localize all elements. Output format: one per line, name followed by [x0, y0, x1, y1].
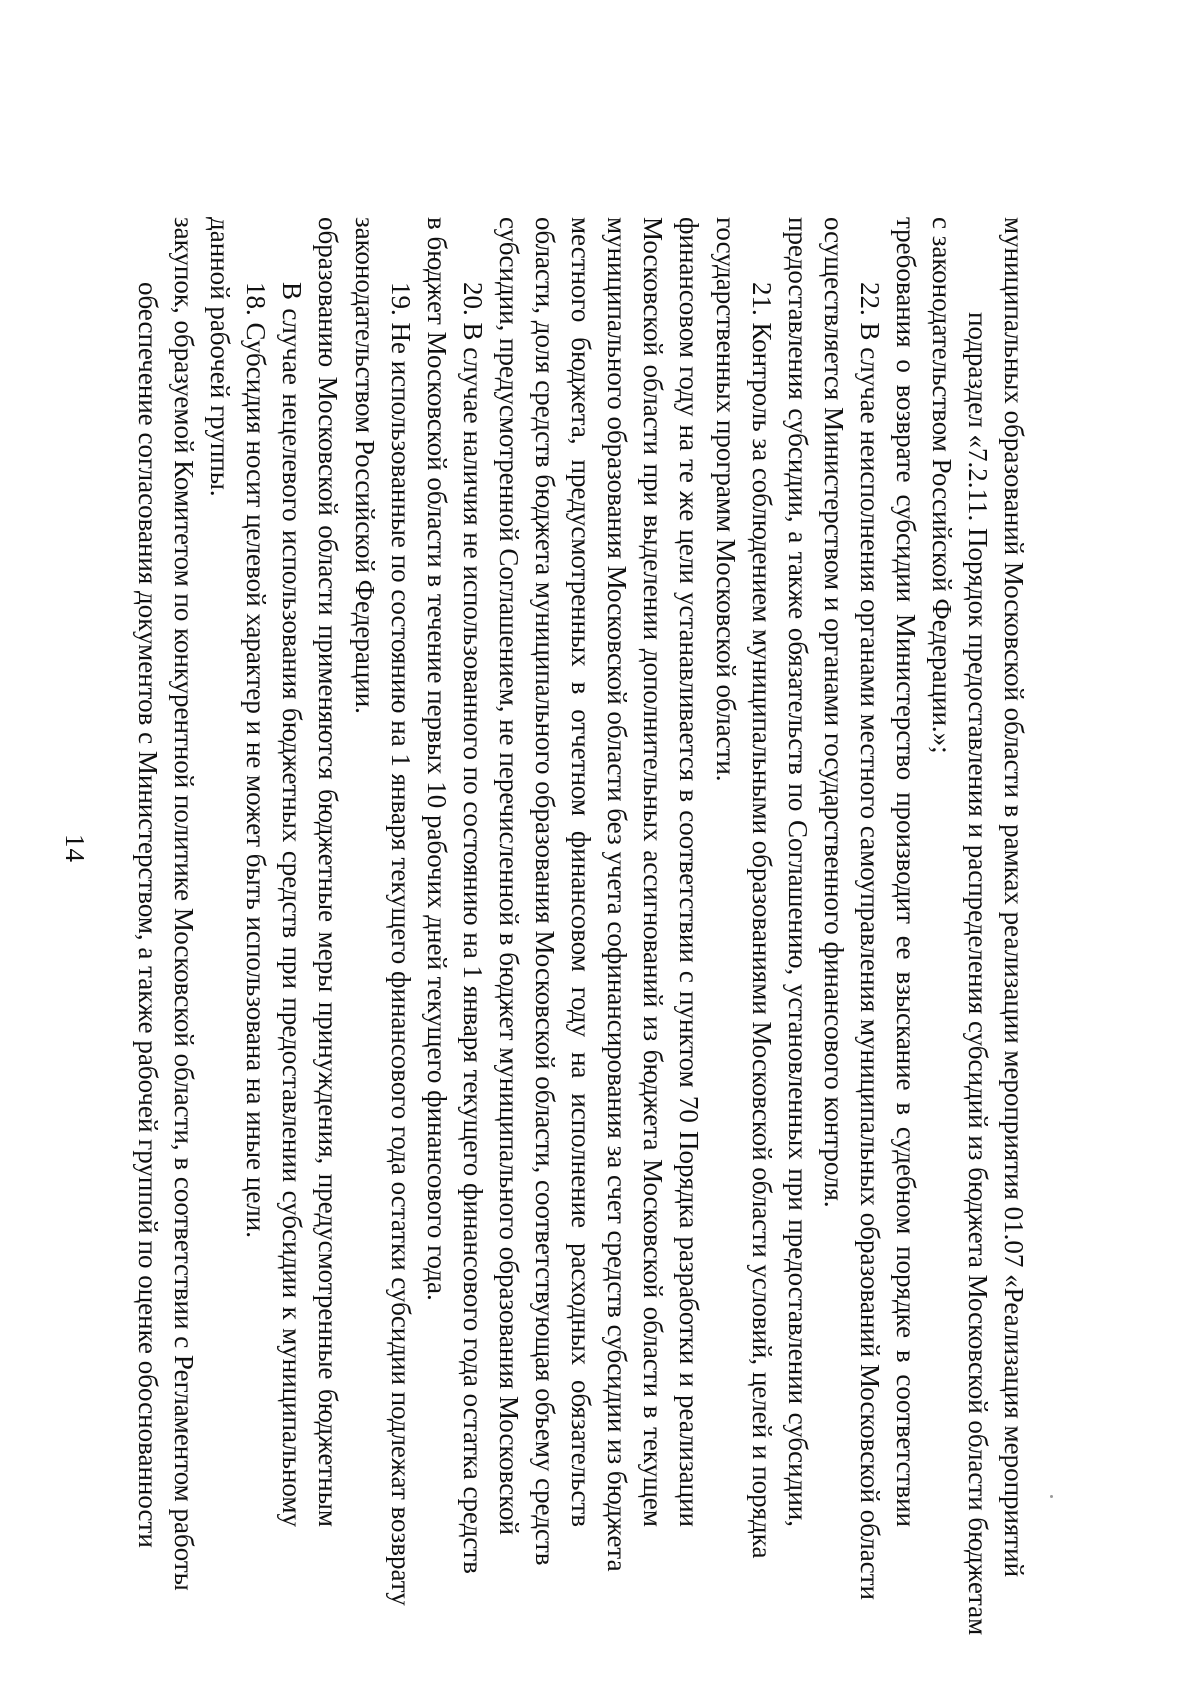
text-line: муниципальных образований Московской области в рамках реализации мероприятия 01.07 «Реализация мероприятий [999, 217, 1030, 1578]
text-line: субсидии, предусмотренной Соглашением, не перечисленной в бюджет муниципального образования Московской [494, 217, 524, 1535]
scan-speck [1050, 1495, 1053, 1498]
text-line: 21. Контроль за соблюдением муниципальными образованиями Московской области условий, целей и порядка [746, 282, 777, 1559]
text-line: 22. В случае неисполнения органами местного самоуправления муниципальных образований Московской области [855, 282, 885, 1600]
text-line: обеспечение согласования документов с Министерством, а также рабочей группой по оценке обоснованности [133, 282, 163, 1548]
text-line: образованию Московской области применяются бюджетные меры принуждения, предусмотренные бюджетным [313, 217, 344, 1527]
text-line: 18. Субсидия носит целевой характер и не может быть использована на иные цели. [241, 282, 272, 1238]
text-line: 20. В случае наличия не использованного по состоянию на 1 января текущего финансового года остатка средств [457, 282, 488, 1574]
text-line: муниципального образования Московской области без учета софинансирования за счет средств субсидии из бюджета [602, 217, 633, 1572]
text-line: местного бюджета, предусмотренных в отчетном финансовом году на исполнение расходных обязательств [566, 217, 597, 1527]
text-line: финансовом году на те же цели устанавливается в соответствии с пунктом 70 Порядка разработки и реализации [674, 217, 705, 1527]
text-line: с законодательством Российской Федерации.»; [927, 217, 958, 754]
page-number: 14 [60, 834, 90, 863]
text-line: 19. Не использованные по состоянию на 1 января текущего финансового года остатки субсидии подлежат возврату [385, 282, 416, 1606]
text-line: закупок, образуемой Комитетом по конкурентной политике Московской области, в соответствии с Регламентом работы [169, 217, 200, 1591]
text-line: области, доля средств бюджета муниципального образования Московской области, соответствующая объему средств [530, 217, 561, 1566]
document-body [100, 217, 1200, 1636]
text-line: государственных программ Московской области. [710, 217, 741, 782]
text-line: законодательством Российской Федерации. [349, 217, 380, 714]
text-line: в бюджет Московской области в течение первых 10 рабочих дней текущего финансового года. [421, 217, 452, 1301]
text-line: подраздел «7.2.11. Порядок предоставления и распределения субсидий из бюджета Московской области бюджетам [963, 312, 994, 1636]
text-line: данной рабочей группы. [205, 217, 236, 497]
text-line: В случае нецелевого использования бюджетных средств при предоставлении субсидии к муниципальному [277, 282, 308, 1527]
text-line: осуществляется Министерством и органами государственного финансового контроля. [818, 217, 849, 1208]
text-line: требования о возврате субсидии Министерство производит ее взыскание в судебном порядке в соответствии [891, 217, 922, 1527]
text-line: Московской области при выделении дополнительных ассигнований из бюджета Московской области в текущем [638, 217, 669, 1527]
text-line: предоставления субсидии, а также обязательств по Соглашению, установленных при предоставлении субсидии, [782, 217, 813, 1527]
